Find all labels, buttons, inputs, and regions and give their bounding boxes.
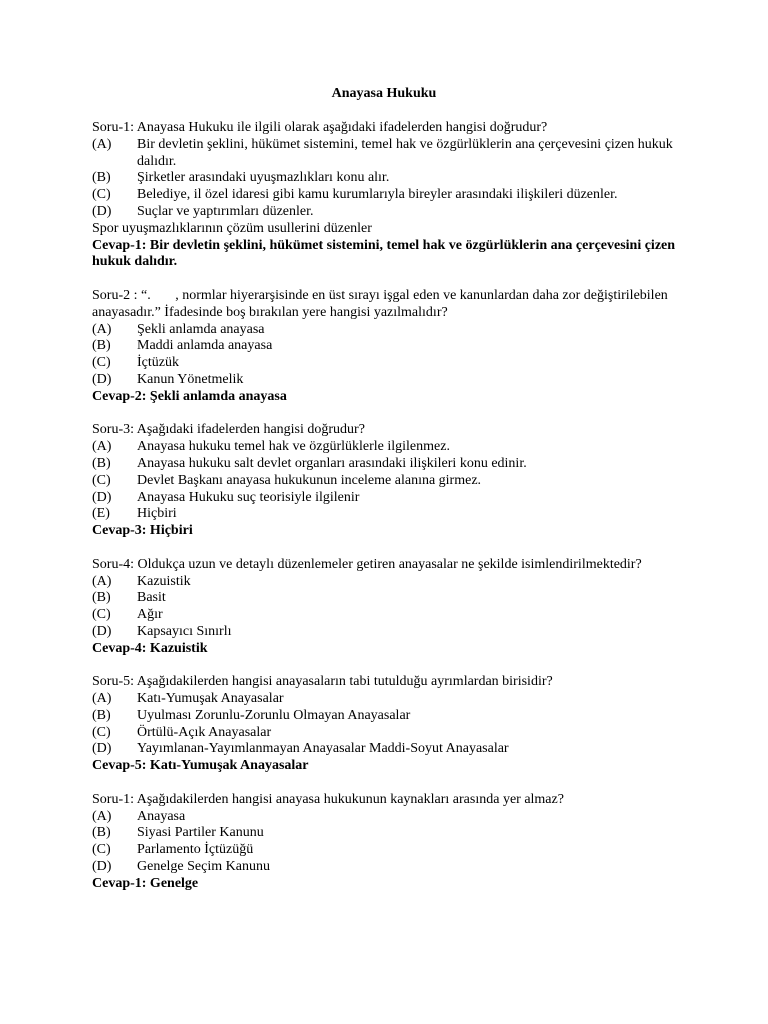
option-c xyxy=(92,725,682,742)
option-label: (C) xyxy=(92,187,111,203)
option-b xyxy=(92,170,682,187)
option-b xyxy=(92,825,682,842)
option-d xyxy=(92,624,682,641)
option-text: Bir devletin şeklini, hükümet sistemini, temel hak ve özgürlüklerin ana çerçevesini çizen hukuk dalıdır. xyxy=(137,136,673,169)
option-a xyxy=(92,322,682,339)
option-a xyxy=(92,439,682,456)
answer-text: Cevap-1: Bir devletin şeklini, hükümet sistemini, temel hak ve özgürlüklerin ana çerçevesini çizen hukuk dalıdır. xyxy=(92,237,676,270)
option-label: (D) xyxy=(92,203,112,219)
question-text: Soru-2 : “. , normlar hiyerarşisinde en üst sırayı işgal eden ve kanunlardan daha zor değiştirilebilen anayasadır.” İfadesinde boş bırakılan yere hangisi yazılmalıdır? xyxy=(92,287,672,320)
option-e xyxy=(92,506,682,523)
option-label: (A) xyxy=(92,136,112,152)
option-c xyxy=(92,187,682,204)
answer-text: Cevap-3: Hiçbiri xyxy=(92,523,193,539)
option-text: Siyasi Partiler Kanunu xyxy=(137,825,264,841)
option-label: (B) xyxy=(92,455,111,471)
option-label: (C) xyxy=(92,355,111,371)
option-label: (C) xyxy=(92,842,111,858)
option-b xyxy=(92,590,682,607)
option-label: (B) xyxy=(92,170,111,186)
option-text: Yayımlanan-Yayımlanmayan Anayasalar Maddi-Soyut Anayasalar xyxy=(137,741,509,757)
option-d xyxy=(92,741,682,758)
option-a xyxy=(92,137,682,171)
option-text: Basit xyxy=(137,590,166,606)
option-b xyxy=(92,456,682,473)
option-label: (D) xyxy=(92,741,112,757)
option-label: (D) xyxy=(92,371,112,387)
option-c xyxy=(92,355,682,372)
option-label: (B) xyxy=(92,338,111,354)
option-c xyxy=(92,473,682,490)
option-text: Belediye, il özel idaresi gibi kamu kurumlarıyla bireyler arasındaki ilişkileri düzenler. xyxy=(137,187,618,203)
question-block-5 xyxy=(92,674,682,775)
option-label: (B) xyxy=(92,825,111,841)
option-label: (D) xyxy=(92,859,112,875)
option-label: (A) xyxy=(92,808,112,824)
answer-text: Cevap-4: Kazuistik xyxy=(92,640,208,656)
option-text: Uyulması Zorunlu-Zorunlu Olmayan Anayasalar xyxy=(137,707,411,723)
option-text: Kapsayıcı Sınırlı xyxy=(137,623,232,639)
question-block-2 xyxy=(92,288,682,406)
option-text: Kazuistik xyxy=(137,573,191,589)
option-label: (B) xyxy=(92,707,111,723)
option-text: Kanun Yönetmelik xyxy=(137,371,244,387)
option-d xyxy=(92,204,682,221)
option-label: (D) xyxy=(92,489,112,505)
option-text: Devlet Başkanı anayasa hukukunun inceleme alanına girmez. xyxy=(137,472,482,488)
question-block-4 xyxy=(92,557,682,658)
option-c xyxy=(92,607,682,624)
option-d xyxy=(92,372,682,389)
option-label: (D) xyxy=(92,623,112,639)
question-block-3 xyxy=(92,422,682,540)
option-label: (A) xyxy=(92,321,112,337)
option-d xyxy=(92,859,682,876)
option-text: Parlamento İçtüzüğü xyxy=(137,842,254,858)
option-text: Anayasa Hukuku suç teorisiyle ilgilenir xyxy=(137,489,360,505)
question-text: Soru-3: Aşağıdaki ifadelerden hangisi doğrudur? xyxy=(92,422,365,438)
question-block-1 xyxy=(92,120,682,271)
question-text: Soru-5: Aşağıdakilerden hangisi anayasaların tabi tutulduğu ayrımlardan birisidir? xyxy=(92,674,553,690)
option-a xyxy=(92,809,682,826)
answer-text: Cevap-5: Katı-Yumuşak Anayasalar xyxy=(92,758,309,774)
option-text: Maddi anlamda anayasa xyxy=(137,338,273,354)
option-text: Anayasa hukuku temel hak ve özgürlüklerle ilgilenmez. xyxy=(137,439,450,455)
document-body xyxy=(92,120,682,909)
option-b xyxy=(92,708,682,725)
option-a xyxy=(92,574,682,591)
option-text: Suçlar ve yaptırımları düzenler. xyxy=(137,203,314,219)
question-text: Soru-1: Aşağıdakilerden hangisi anayasa hukukunun kaynakları arasında yer almaz? xyxy=(92,791,564,807)
option-label: (A) xyxy=(92,439,112,455)
option-text: Şekli anlamda anayasa xyxy=(137,321,265,337)
document-title: Anayasa Hukuku xyxy=(331,86,437,101)
option-label: (C) xyxy=(92,472,111,488)
question-text: Soru-4: Oldukça uzun ve detaylı düzenlemeler getiren anayasalar ne şekilde isimlendirilmektedir? xyxy=(92,556,642,572)
option-text: Hiçbiri xyxy=(137,506,177,522)
option-d xyxy=(92,490,682,507)
option-text: Katı-Yumuşak Anayasalar xyxy=(137,691,284,707)
option-text: Şirketler arasındaki uyuşmazlıkları konu alır. xyxy=(137,170,390,186)
option-label: (E) xyxy=(92,506,110,522)
option-a xyxy=(92,691,682,708)
option-text: Genelge Seçim Kanunu xyxy=(137,859,270,875)
option-c xyxy=(92,842,682,859)
option-text: Örtülü-Açık Anayasalar xyxy=(137,724,272,740)
question-text: Soru-1: Anayasa Hukuku ile ilgili olarak aşağıdaki ifadelerden hangisi doğrudur? xyxy=(92,120,548,135)
question-extra-line: Spor uyuşmazlıklarının çözüm usullerini düzenler xyxy=(92,220,372,236)
question-block-6 xyxy=(92,792,682,893)
option-label: (A) xyxy=(92,573,112,589)
option-label: (C) xyxy=(92,724,111,740)
answer-text: Cevap-2: Şekli anlamda anayasa xyxy=(92,388,287,404)
option-text: Anayasa xyxy=(137,808,186,824)
option-label: (B) xyxy=(92,590,111,606)
option-text: Anayasa hukuku salt devlet organları arasındaki ilişkileri konu edinir. xyxy=(137,455,527,471)
answer-text: Cevap-1: Genelge xyxy=(92,875,199,891)
option-label: (C) xyxy=(92,607,111,623)
option-label: (A) xyxy=(92,691,112,707)
option-text: Ağır xyxy=(137,607,163,623)
option-text: İçtüzük xyxy=(137,355,179,371)
option-b xyxy=(92,338,682,355)
